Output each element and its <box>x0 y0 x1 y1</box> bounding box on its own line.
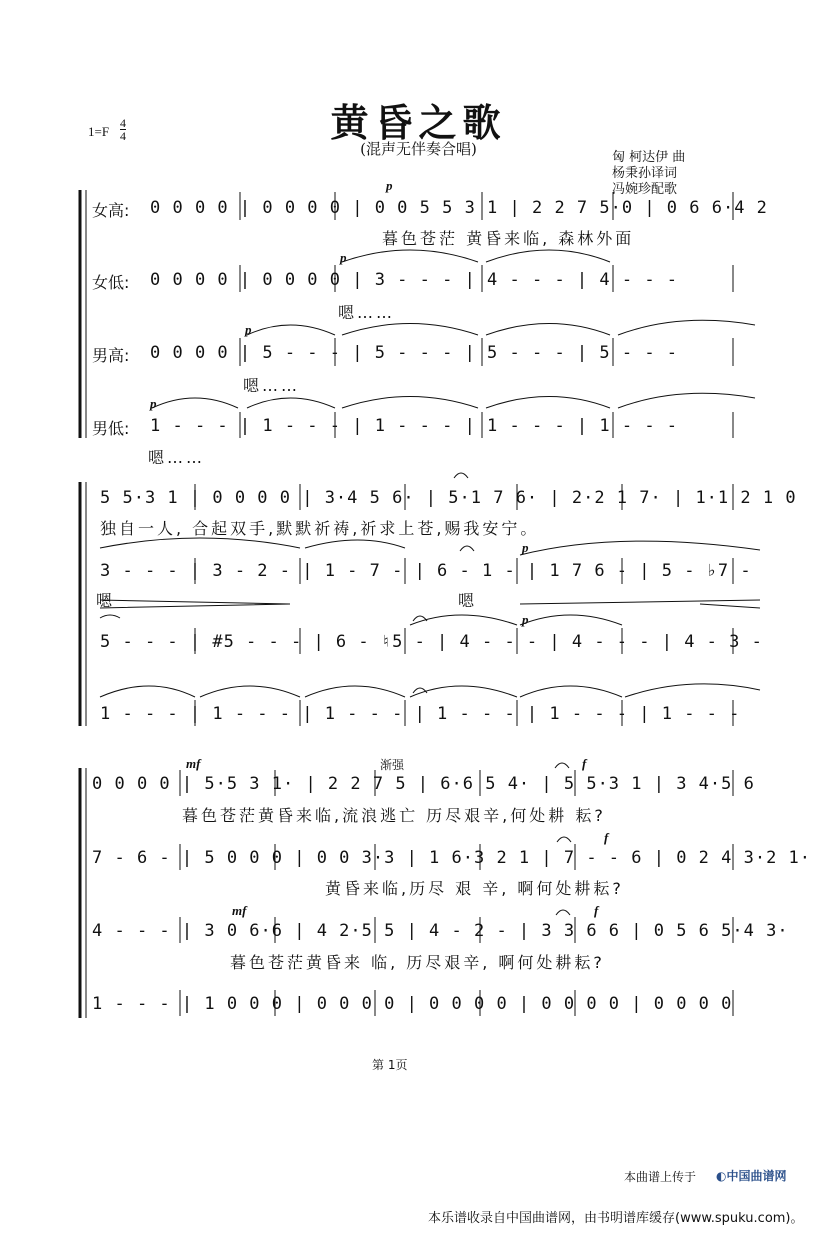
dynamic-mf-1: mf <box>186 756 201 771</box>
alto-lyrics-1: 嗯…… <box>338 303 396 322</box>
score-title: 黄昏之歌 <box>330 100 507 145</box>
dynamic-f-1: f <box>582 756 587 771</box>
site-name: 中国曲谱网 <box>726 1169 787 1183</box>
dynamic-p-4: p <box>150 396 157 411</box>
soprano-lyrics-3: 暮色苍茫黄昏来临,流浪逃亡 历尽艰辛,何处耕 耘? <box>182 806 606 825</box>
tenor-lyrics-3: 暮色苍茫黄昏来 临, 历尽艰辛, 啊何处耕耘? <box>230 953 605 972</box>
voice-label-bass: 男低: <box>92 419 130 438</box>
voice-label-soprano: 女高: <box>92 201 130 220</box>
score-subtitle: (混声无伴奏合唱) <box>360 140 477 158</box>
alto-lyrics-2a: 嗯 <box>96 591 116 610</box>
meter-bottom: 4 <box>120 129 126 143</box>
tenor-notes-2: 5 - - - | #5 - - - | 6 - ♮5 - | 4 - - - | 4 - - - | 4 - 3 - <box>100 632 763 652</box>
site-logo <box>716 1167 787 1184</box>
dynamic-p-2: p <box>340 250 347 265</box>
soprano-notes-3: 0 0 0 0 | 5·5 3 1· | 2 2 7 5 | 6·6 5 4· | 5 5·3 1 | 3 4·5 6 <box>92 774 755 794</box>
site-logo-icon: ◐ <box>716 1169 727 1183</box>
composer: 匈 柯达伊 曲 <box>612 150 686 165</box>
arranger: 冯婉珍配歌 <box>612 182 678 197</box>
bass-notes-1: 1 - - - | 1 - - - | 1 - - - | 1 - - - | 1 - - - <box>150 416 679 436</box>
dynamic-p-6: p <box>522 612 529 627</box>
alto-notes-3: 7 - 6 - | 5 0 0 0 | 0 0 3·3 | 1 6·3 2 1 | 7 - - 6 | 0 2 4 3·2 1· <box>92 848 812 868</box>
translator: 杨秉孙译词 <box>612 166 678 181</box>
dynamic-p-3: p <box>245 322 252 337</box>
source-watermark: 本乐谱收录自中国曲谱网，由书明谱库缓存(www.spuku.com)。 <box>428 1211 804 1226</box>
alto-lyrics-3: 黄昏来临,历尽 艰 辛, 啊何处耕耘? <box>325 879 624 898</box>
alto-notes-1: 0 0 0 0 | 0 0 0 0 | 3 - - - | 4 - - - | 4 - - - <box>150 270 679 290</box>
bass-lyrics-1: 嗯…… <box>148 448 206 467</box>
key-signature: 1=F <box>88 124 110 139</box>
meter-top: 4 <box>120 116 126 130</box>
upload-label: 本曲谱上传于 <box>624 1170 697 1184</box>
page-number: 第 1页 <box>372 1058 408 1072</box>
crescendo-marking: 渐强 <box>380 758 405 772</box>
dynamic-p-1: p <box>386 178 393 193</box>
tenor-notes-1: 0 0 0 0 | 5 - - - | 5 - - - | 5 - - - | 5 - - - <box>150 343 679 363</box>
alto-notes-2: 3 - - - | 3 - 2 - | 1 - 7 - | 6 - 1 - | 1 7 6 - | 5 - ♭7 - <box>100 561 752 581</box>
dynamic-p-5: p <box>522 540 529 555</box>
soprano-lyrics-2: 独自一人, 合起双手,默默祈祷,祈求上苍,赐我安宁。 <box>100 519 540 538</box>
alto-lyrics-2b: 嗯 <box>458 591 478 610</box>
bass-notes-3: 1 - - - | 1 0 0 0 | 0 0 0 0 | 0 0 0 0 | 0 0 0 0 | 0 0 0 0 <box>92 994 733 1014</box>
voice-label-alto: 女低: <box>92 273 130 292</box>
tenor-notes-3: 4 - - - | 3 0 6·6 | 4 2·5 5 | 4 - 2 - | 3 3 6 6 | 0 5 6 5·4 3· <box>92 921 789 941</box>
soprano-lyrics-1: 暮色苍茫 黄昏来临, 森林外面 <box>382 229 635 248</box>
dynamic-f-2: f <box>604 830 609 845</box>
dynamic-f-3: f <box>594 903 599 918</box>
soprano-notes-1: 0 0 0 0 | 0 0 0 0 | 0 0 5 5 3 1 | 2 2 7 5·0 | 0 6 6·4 2 <box>150 198 768 218</box>
bass-notes-2: 1 - - - | 1 - - - | 1 - - - | 1 - - - | 1 - - - | 1 - - - <box>100 704 741 724</box>
dynamic-mf-2: mf <box>232 903 247 918</box>
voice-label-tenor: 男高: <box>92 346 130 365</box>
tenor-lyrics-1: 嗯…… <box>243 376 301 395</box>
soprano-notes-2: 5 5·3 1 | 0 0 0 0 | 3·4 5 6· | 5·1 7 6· | 2·2 1 7· | 1·1 2 1 0 <box>100 488 797 508</box>
